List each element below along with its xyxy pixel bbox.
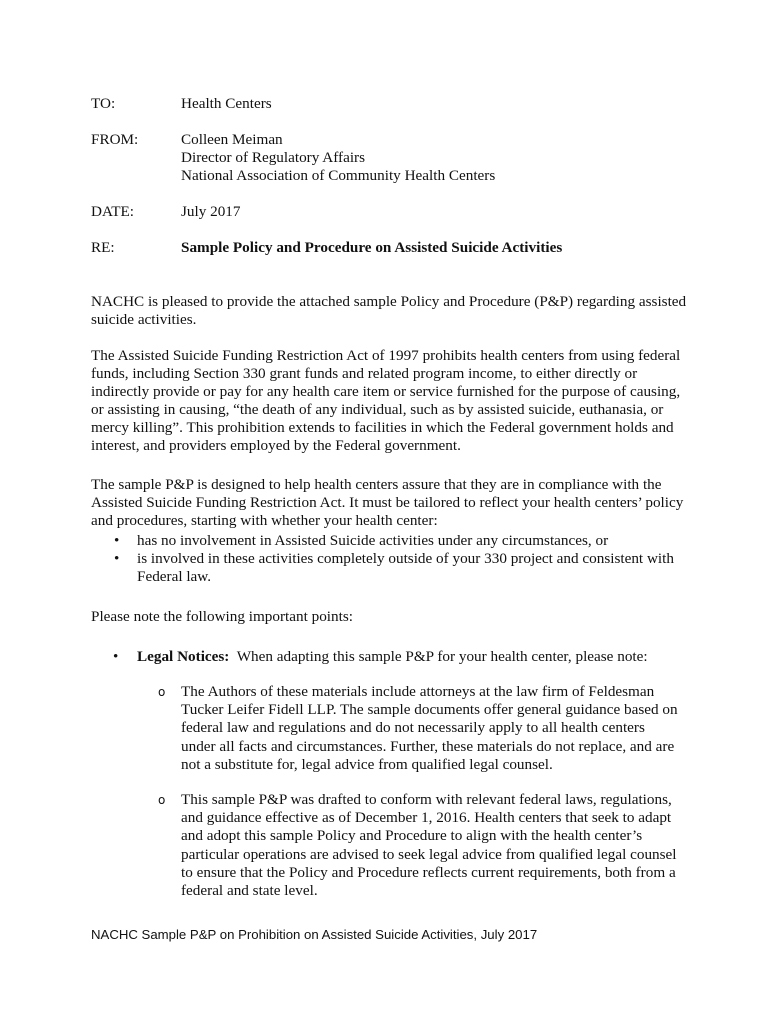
bullet-icon: • <box>114 550 120 568</box>
legal-notices-label: Legal Notices: <box>137 648 230 665</box>
memo-re-label: RE: <box>91 239 115 256</box>
list-item <box>91 532 687 550</box>
points-intro: Please note the following important points: <box>91 608 353 625</box>
bullet-icon: • <box>114 532 120 549</box>
memo-to-value <box>181 95 701 113</box>
memo-to-label: TO: <box>91 95 116 112</box>
legal-point-text: The Authors of these materials include attorneys at the law firm of Feldesman Tucker Leifer Fidell LLP. The sample documents offer general guidance based on federal law and regulations and do not necessarily apply to all health centers under all facts and circumstances. Further, these materials do not replace, and are not a substitute for, legal advice from qualified legal counsel. <box>181 683 678 773</box>
memo-from-value <box>181 131 701 185</box>
legal-notices-line <box>137 648 648 666</box>
circle-bullet-icon: o <box>158 793 166 807</box>
memo-re-value <box>181 239 701 257</box>
memo-date-label: DATE: <box>91 203 135 220</box>
memo-date-text: July 2017 <box>181 203 241 220</box>
memo-from-name: Colleen Meiman <box>181 131 283 148</box>
circle-bullet-icon: o <box>158 685 166 699</box>
page-footer: NACHC Sample P&P on Prohibition on Assisted Suicide Activities, July 2017 <box>91 927 538 942</box>
intro-paragraph: NACHC is pleased to provide the attached sample Policy and Procedure (P&P) regarding assisted suicide activities. <box>91 293 687 329</box>
involvement-option-text: has no involvement in Assisted Suicide activities under any circumstances, or <box>137 532 609 549</box>
act-paragraph: The Assisted Suicide Funding Restriction Act of 1997 prohibits health centers from using federal funds, including Section 330 grant funds and related program income, to either directly or indirectly provide or pay for any health care item or service furnished for the purpose of causing, or assisting in causing, “the death of any individual, such as by assisted suicide, euthanasia, or mercy killing”. This prohibition extends to facilities in which the Federal government holds and interest, and providers employed by the Federal government. <box>91 347 681 455</box>
involvement-options-list <box>91 532 687 586</box>
sample-paragraph: The sample P&P is designed to help health centers assure that they are in compliance with the Assisted Suicide Funding Restriction Act. It must be tailored to reflect your health centers’ policy and procedures, starting with whether your health center: <box>91 476 684 530</box>
memo-from-label: FROM: <box>91 131 139 148</box>
memo-to-text: Health Centers <box>181 95 272 112</box>
legal-notices-text: When adapting this sample P&P for your health center, please note: <box>236 648 648 665</box>
memo-from-organization: National Association of Community Health Centers <box>181 167 496 184</box>
memo-from-title: Director of Regulatory Affairs <box>181 149 366 166</box>
legal-point-text: This sample P&P was drafted to conform with relevant federal laws, regulations, and guidance effective as of December 1, 2016. Health centers that seek to adapt and adopt this sample Policy and Procedure to align with the health center’s particular operations are advised to seek legal advice from qualified legal counsel to ensure that the Policy and Procedure reflects current requirements, both from a federal and state level. <box>181 791 677 900</box>
memo-re-text: Sample Policy and Procedure on Assisted Suicide Activities <box>181 239 563 256</box>
involvement-option-text: is involved in these activities completely outside of your 330 project and consistent with Federal law. <box>137 550 674 586</box>
memo-date-value <box>181 203 701 221</box>
bullet-icon: • <box>113 648 119 665</box>
list-item <box>91 550 687 586</box>
